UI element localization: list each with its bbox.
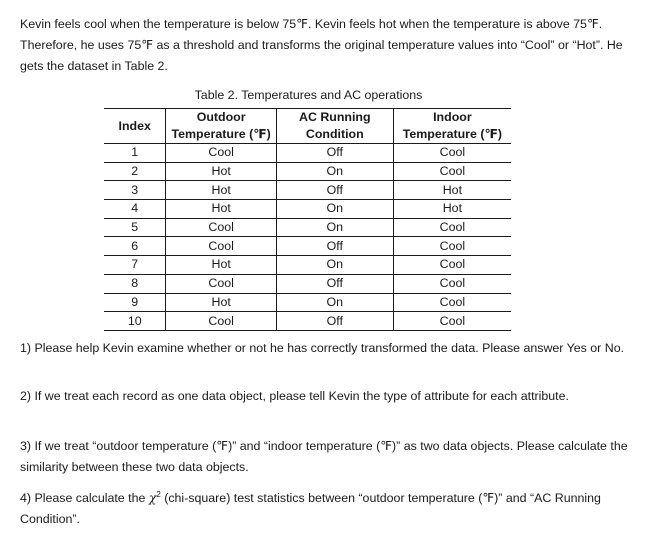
cell-indoor: Cool xyxy=(393,274,511,293)
cell-ac: On xyxy=(276,162,393,181)
header-indoor-line2: Temperature (℉) xyxy=(402,127,503,141)
cell-outdoor: Hot xyxy=(166,256,276,275)
cell-indoor: Cool xyxy=(393,293,511,312)
header-outdoor-line2: Temperature (℉) xyxy=(171,127,271,141)
cell-index: 10 xyxy=(104,312,166,331)
temperature-table xyxy=(104,108,511,331)
table-row xyxy=(104,312,511,331)
cell-index: 3 xyxy=(104,181,166,200)
table-header-row xyxy=(104,109,511,144)
cell-ac: Off xyxy=(276,144,393,163)
chi-symbol: χ xyxy=(148,490,157,505)
table-row xyxy=(104,256,511,275)
cell-index: 6 xyxy=(104,237,166,256)
question-1: 1) Please help Kevin examine whether or not he has correctly transformed the data. Please answer Yes or No. xyxy=(20,341,625,355)
cell-indoor: Cool xyxy=(393,312,511,331)
cell-indoor: Cool xyxy=(393,237,511,256)
header-index: Index xyxy=(104,109,166,144)
header-outdoor-temperature xyxy=(166,109,276,144)
cell-index: 1 xyxy=(104,144,166,163)
table-row xyxy=(104,218,511,237)
table-row xyxy=(104,274,511,293)
table-row xyxy=(104,162,511,181)
cell-indoor: Hot xyxy=(393,181,511,200)
table-caption: Table 2. Temperatures and AC operations xyxy=(194,88,423,102)
cell-outdoor: Cool xyxy=(166,218,276,237)
cell-indoor: Cool xyxy=(393,162,511,181)
cell-outdoor: Cool xyxy=(166,312,276,331)
cell-ac: On xyxy=(276,256,393,275)
cell-outdoor: Hot xyxy=(166,293,276,312)
cell-indoor: Cool xyxy=(393,218,511,237)
table-row xyxy=(104,181,511,200)
question-4 xyxy=(20,487,630,530)
cell-index: 5 xyxy=(104,218,166,237)
table-row xyxy=(104,200,511,219)
cell-index: 8 xyxy=(104,274,166,293)
cell-index: 9 xyxy=(104,293,166,312)
cell-ac: On xyxy=(276,293,393,312)
cell-ac: Off xyxy=(276,237,393,256)
cell-outdoor: Cool xyxy=(166,237,276,256)
header-ac-line1: AC Running xyxy=(299,110,371,124)
intro-paragraph: Kevin feels cool when the temperature is below 75℉. Kevin feels hot when the temperature is above 75℉. Therefore, he uses 75℉ as a threshold and transforms the original temperature values into “Cool” or “Hot”. He gets the dataset in Table 2. xyxy=(20,17,623,73)
question-4-prefix: 4) Please calculate the xyxy=(20,491,149,505)
question-3: 3) If we treat “outdoor temperature (℉)” and “indoor temperature (℉)” as two data objects. Please calculate the similarity between these two data objects. xyxy=(20,439,628,474)
question-2: 2) If we treat each record as one data object, please tell Kevin the type of attribute for each attribute. xyxy=(20,389,569,403)
header-outdoor-line1: Outdoor xyxy=(196,110,246,124)
cell-ac: On xyxy=(276,200,393,219)
header-ac-condition xyxy=(276,109,393,144)
cell-indoor: Hot xyxy=(393,200,511,219)
cell-outdoor: Hot xyxy=(166,162,276,181)
cell-ac: On xyxy=(276,218,393,237)
cell-indoor: Cool xyxy=(393,256,511,275)
cell-index: 2 xyxy=(104,162,166,181)
question-4-suffix: (chi-square) test statistics between “outdoor temperature (℉)” and “AC Running Condition”. xyxy=(20,491,601,526)
table-row xyxy=(104,293,511,312)
cell-index: 7 xyxy=(104,256,166,275)
cell-ac: Off xyxy=(276,312,393,331)
cell-outdoor: Hot xyxy=(166,181,276,200)
header-indoor-line1: Indoor xyxy=(433,110,472,124)
chi-superscript: 2 xyxy=(156,490,161,499)
table-row xyxy=(104,144,511,163)
table-row xyxy=(104,237,511,256)
cell-outdoor: Cool xyxy=(166,144,276,163)
cell-index: 4 xyxy=(104,200,166,219)
cell-outdoor: Cool xyxy=(166,274,276,293)
header-indoor-temperature xyxy=(393,109,511,144)
cell-outdoor: Hot xyxy=(166,200,276,219)
cell-ac: Off xyxy=(276,274,393,293)
cell-ac: Off xyxy=(276,181,393,200)
cell-indoor: Cool xyxy=(393,144,511,163)
header-ac-line2: Condition xyxy=(305,127,364,141)
